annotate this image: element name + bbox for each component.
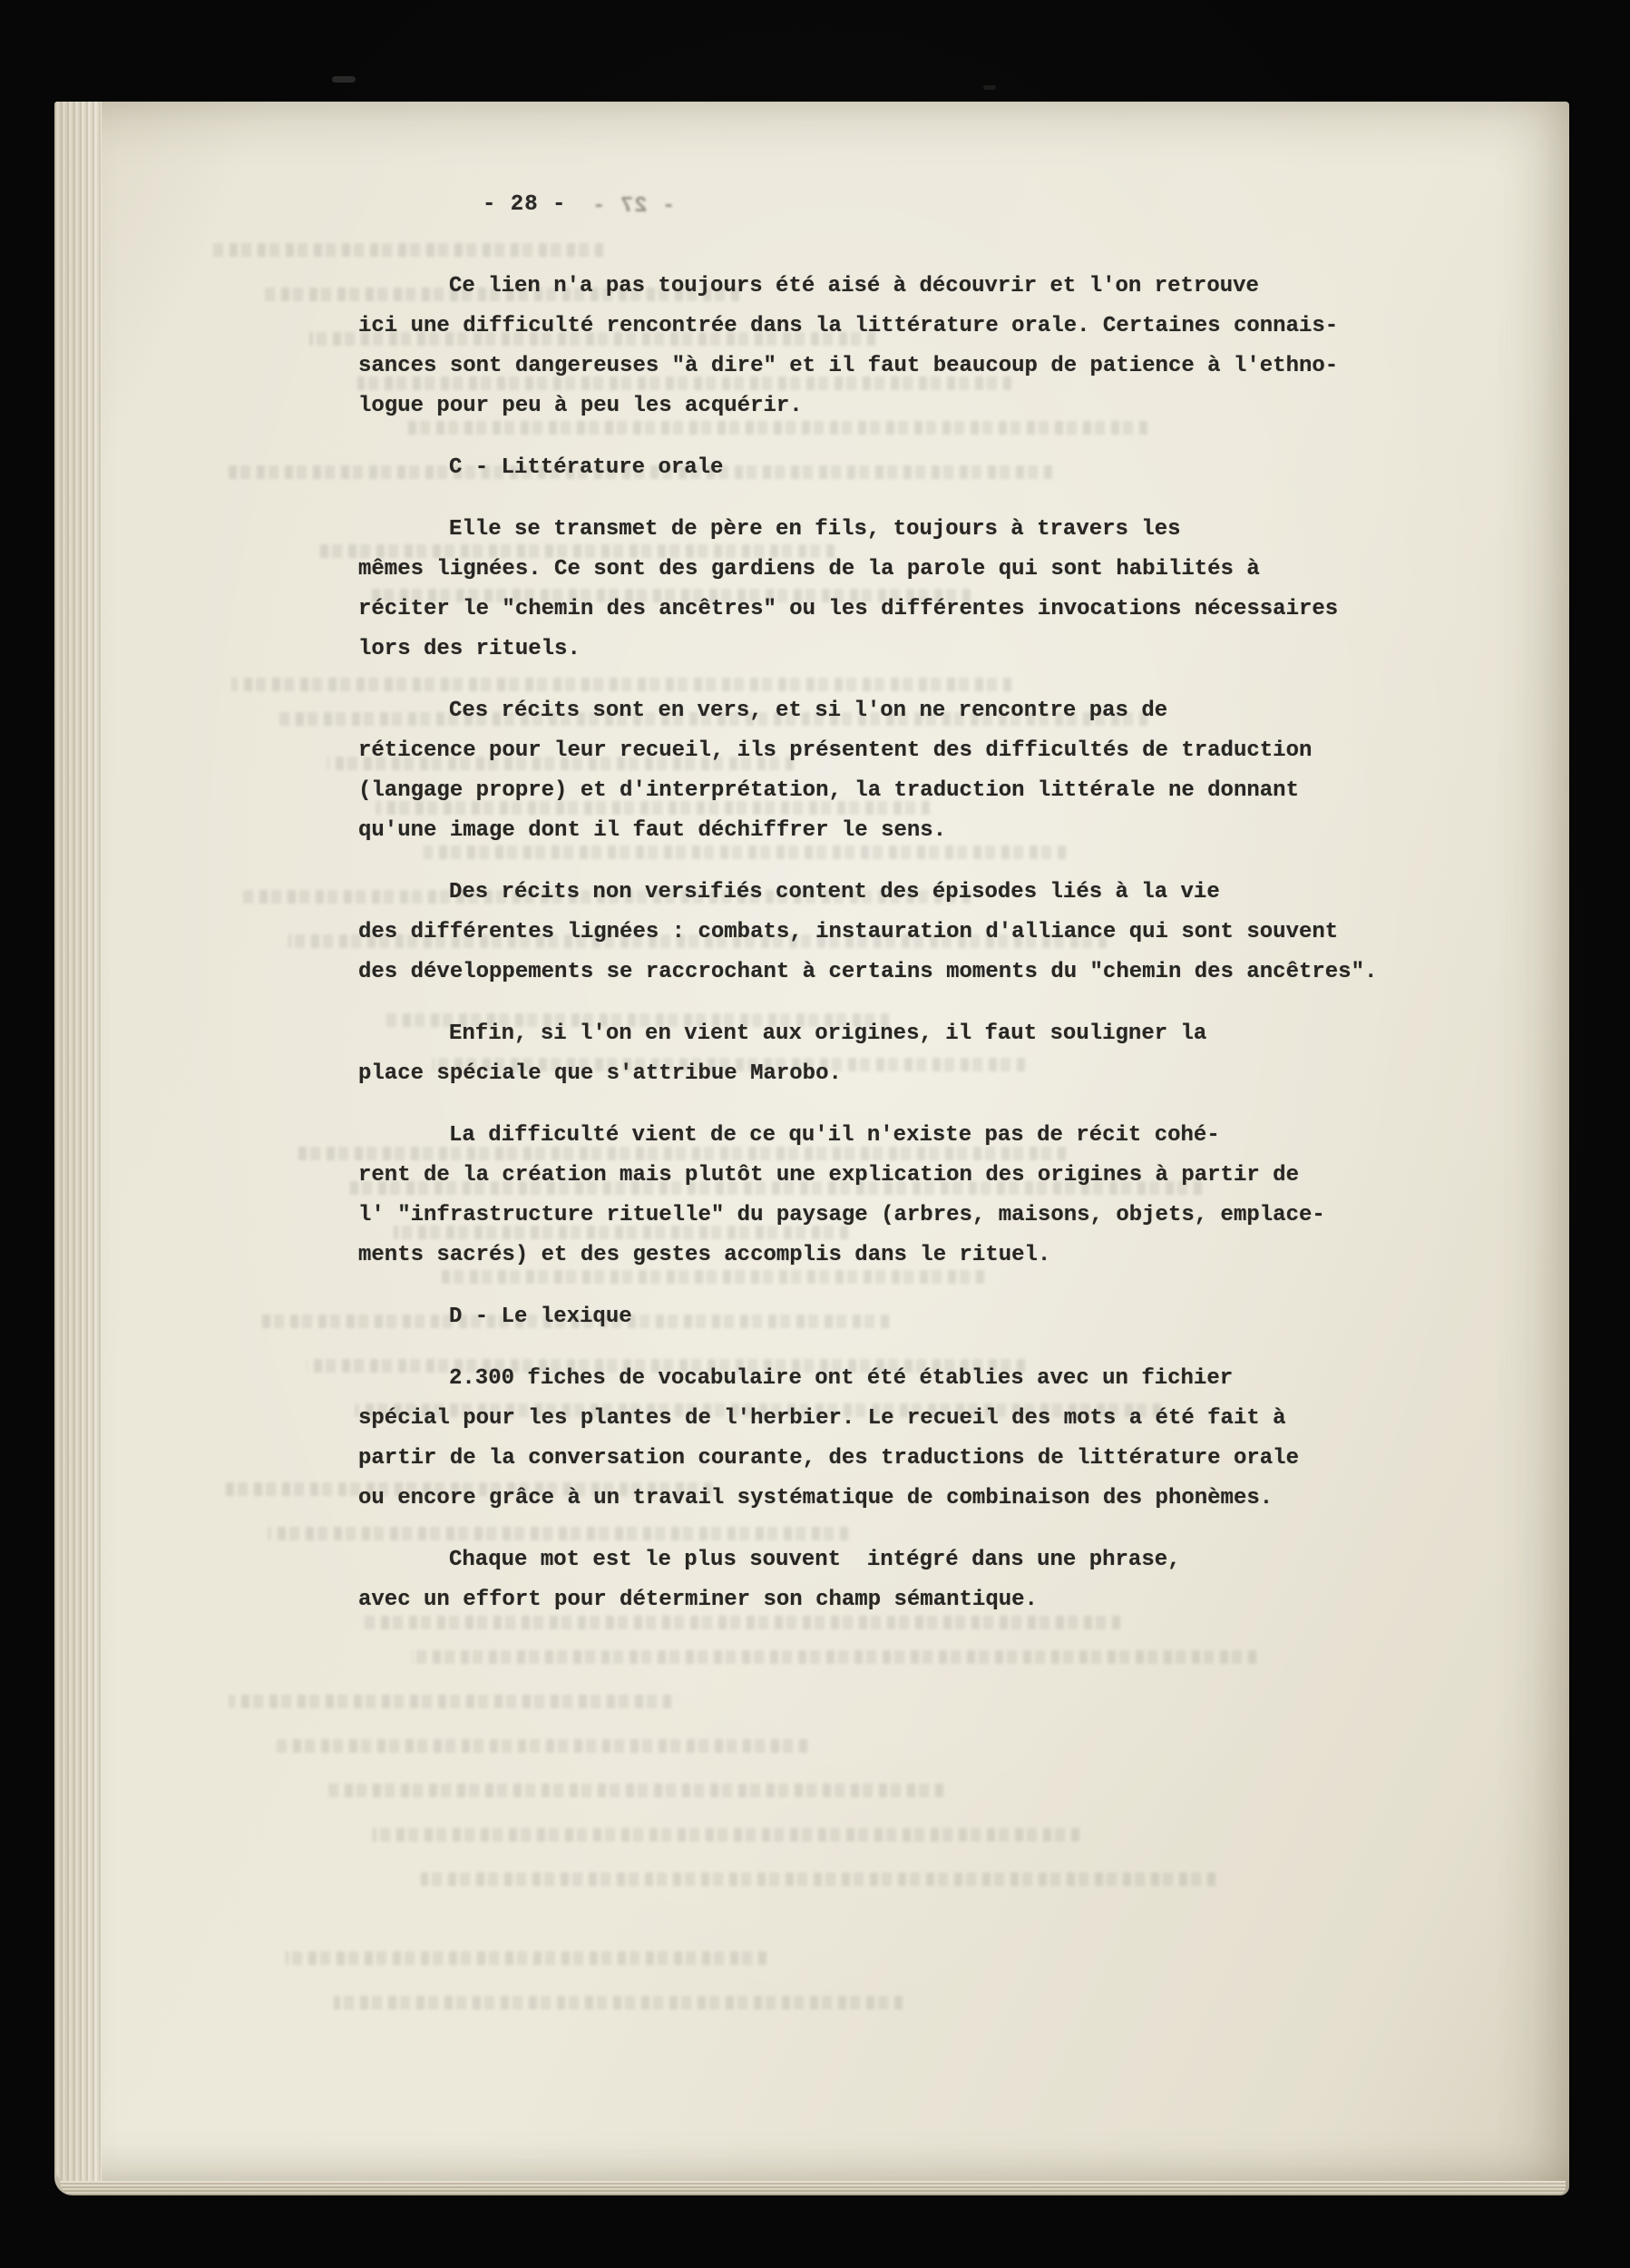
text-line: réciter le "chemin des ancêtres" ou les différentes invocations nécessaires xyxy=(358,597,1339,621)
page-stack-bottom-edge xyxy=(60,2181,1566,2195)
paragraph xyxy=(358,1014,1401,1094)
section-heading: C - Littérature orale xyxy=(449,455,724,480)
text-line: place spéciale que s'attribue Marobo. xyxy=(358,1061,842,1086)
text-line: lors des rituels. xyxy=(358,637,581,661)
text-line: Des récits non versifiés content des épisodes liés à la vie xyxy=(449,880,1220,904)
dust-speck xyxy=(983,85,996,90)
paragraph xyxy=(358,267,1401,426)
text-line: rent de la création mais plutôt une explication des origines à partir de xyxy=(358,1163,1299,1188)
text-line: Enfin, si l'on en vient aux origines, il faut souligner la xyxy=(449,1022,1207,1046)
text-line: La difficulté vient de ce qu'il n'existe pas de récit cohé- xyxy=(449,1123,1220,1148)
paragraph xyxy=(358,1116,1401,1276)
ghost-text-line xyxy=(213,243,603,257)
text-line: réticence pour leur recueil, ils présentent des difficultés de traduction xyxy=(358,738,1313,763)
ghost-page-number: - 27 - xyxy=(591,194,676,219)
text-line: logue pour peu à peu les acquérir. xyxy=(358,394,803,418)
document-page xyxy=(54,102,1569,2195)
text-line: partir de la conversation courante, des traductions de littérature orale xyxy=(358,1446,1299,1471)
page-content xyxy=(358,267,1401,1642)
text-line: des développements se raccrochant à certains moments du "chemin des ancêtres". xyxy=(358,960,1378,984)
text-line: mêmes lignées. Ce sont des gardiens de la parole qui sont habilités à xyxy=(358,557,1260,582)
ghost-text-line xyxy=(325,1784,943,1797)
text-line: spécial pour les plantes de l'herbier. Le recueil des mots a été fait à xyxy=(358,1406,1286,1431)
page-stack-left-edge xyxy=(54,102,102,2185)
paragraph xyxy=(358,873,1401,992)
text-line: des différentes lignées : combats, instauration d'alliance qui sont souvent xyxy=(358,920,1339,944)
text-line: ou encore grâce à un travail systématique de combinaison des phonèmes. xyxy=(358,1486,1274,1510)
text-line: Chaque mot est le plus souvent intégré dans une phrase, xyxy=(449,1548,1181,1572)
text-line: (langage propre) et d'interprétation, la traduction littérale ne donnant xyxy=(358,778,1299,803)
paragraph xyxy=(358,1359,1401,1519)
text-line: l' "infrastructure rituelle" du paysage (arbres, maisons, objets, emplace- xyxy=(358,1203,1325,1227)
ghost-text-line xyxy=(334,1996,903,2009)
text-line: Elle se transmet de père en fils, toujours à travers les xyxy=(449,517,1181,542)
text-line: avec un effort pour déterminer son champ sémantique. xyxy=(358,1588,1038,1612)
ghost-text-line xyxy=(277,1739,807,1753)
paragraph xyxy=(358,1540,1401,1620)
page-number: - 28 - xyxy=(483,192,567,217)
text-line: ments sacrés) et des gestes accomplis dans le rituel. xyxy=(358,1243,1051,1267)
dust-speck xyxy=(332,76,356,83)
ghost-text-line xyxy=(286,1951,766,1965)
paragraph xyxy=(358,691,1401,851)
text-line: ici une difficulté rencontrée dans la littérature orale. Certaines connais- xyxy=(358,314,1339,338)
text-line: qu'une image dont il faut déchiffrer le sens. xyxy=(358,818,947,843)
text-line: Ces récits sont en vers, et si l'on ne rencontre pas de xyxy=(449,699,1168,723)
text-line: sances sont dangereuses "à dire" et il faut beaucoup de patience à l'ethno- xyxy=(358,354,1339,378)
text-line: Ce lien n'a pas toujours été aisé à découvrir et l'on retrouve xyxy=(449,274,1259,298)
ghost-text-line xyxy=(412,1650,1256,1664)
text-line: 2.300 fiches de vocabulaire ont été établies avec un fichier xyxy=(449,1366,1234,1391)
ghost-text-line xyxy=(421,1872,1215,1886)
ghost-text-line xyxy=(373,1828,1079,1842)
ghost-text-line xyxy=(229,1695,671,1708)
paragraph xyxy=(358,510,1401,670)
section-heading: D - Le lexique xyxy=(449,1305,632,1329)
